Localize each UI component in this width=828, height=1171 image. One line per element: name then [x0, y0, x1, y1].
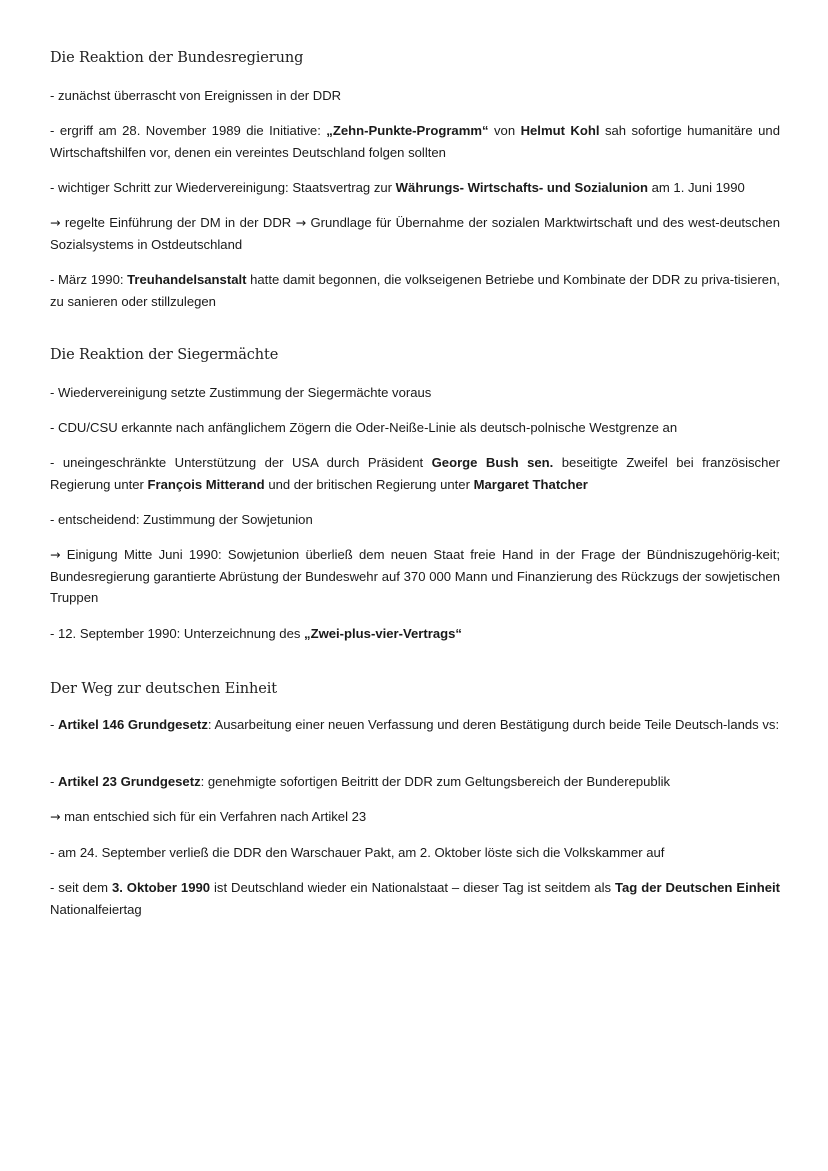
paragraph: - am 24. September verließ die DDR den Warschauer Pakt, am 2. Oktober löste sich die Volkskammer auf: [50, 845, 665, 860]
paragraph: - ergriff am 28. November 1989 die Initiative: „Zehn-Punkte-Programm“ von Helmut Kohl sah sofortige humanitäre und Wirtschaftshilfen vor, denen ein vereintes Deutschland folgen sollten: [50, 123, 780, 160]
arrow-right-icon: →: [50, 215, 61, 230]
paragraph: → man entschied sich für ein Verfahren nach Artikel 23: [50, 809, 367, 824]
arrow-right-icon: →: [50, 547, 61, 562]
paragraph: - seit dem 3. Oktober 1990 ist Deutschland wieder ein Nationalstaat – dieser Tag ist seitdem als Tag der Deutschen Einheit Nationalfeiertag: [50, 880, 780, 917]
paragraph: - wichtiger Schritt zur Wiedervereinigung: Staatsvertrag zur Währungs- Wirtschafts- und Sozialunion am 1. Juni 1990: [50, 180, 745, 195]
paragraph: - Artikel 146 Grundgesetz: Ausarbeitung einer neuen Verfassung und deren Bestätigung durch beide Teile Deutsch-lands vs:: [50, 717, 780, 732]
paragraph: - 12. September 1990: Unterzeichnung des „Zwei-plus-vier-Vertrags“: [50, 626, 462, 641]
section-heading: Der Weg zur deutschen Einheit: [50, 681, 277, 697]
section-heading: Die Reaktion der Bundesregierung: [50, 50, 304, 66]
paragraph: - CDU/CSU erkannte nach anfänglichem Zögern die Oder-Neiße-Linie als deutsch-polnische Westgrenze an: [50, 420, 678, 435]
paragraph: - Wiedervereinigung setzte Zustimmung der Siegermächte voraus: [50, 385, 432, 400]
arrow-right-icon: →: [295, 215, 307, 230]
paragraph: → Einigung Mitte Juni 1990: Sowjetunion überließ dem neuen Staat freie Hand in der Frage der Bündniszugehörig-keit; Bundesregierung garantierte Abrüstung der Bundeswehr auf 370 000 Mann und Finanzierung des Rückzugs der sowjetischen Truppen: [50, 547, 780, 605]
paragraph: - März 1990: Treuhandelsanstalt hatte damit begonnen, die volkseigenen Betriebe und Kombinate der DDR zu priva-tisieren, zu sanieren oder stillzulegen: [50, 272, 781, 309]
section-heading: Die Reaktion der Siegermächte: [50, 347, 279, 363]
paragraph: - uneingeschränkte Unterstützung der USA durch Präsident George Bush sen. beseitigte Zweifel bei französischer Regierung unter François Mitterand und der britischen Regierung unter Margaret Thatcher: [50, 455, 780, 492]
paragraph: → regelte Einführung der DM in der DDR → Grundlage für Übernahme der sozialen Marktwirtschaft und des west-deutschen Sozialsystems in Ostdeutschland: [50, 215, 780, 252]
paragraph: - zunächst überrascht von Ereignissen in der DDR: [50, 88, 342, 103]
arrow-right-icon: →: [50, 809, 61, 824]
paragraph: - entscheidend: Zustimmung der Sowjetunion: [50, 512, 313, 527]
paragraph: - Artikel 23 Grundgesetz: genehmigte sofortigen Beitritt der DDR zum Geltungsbereich der Bunderepublik: [50, 774, 671, 789]
